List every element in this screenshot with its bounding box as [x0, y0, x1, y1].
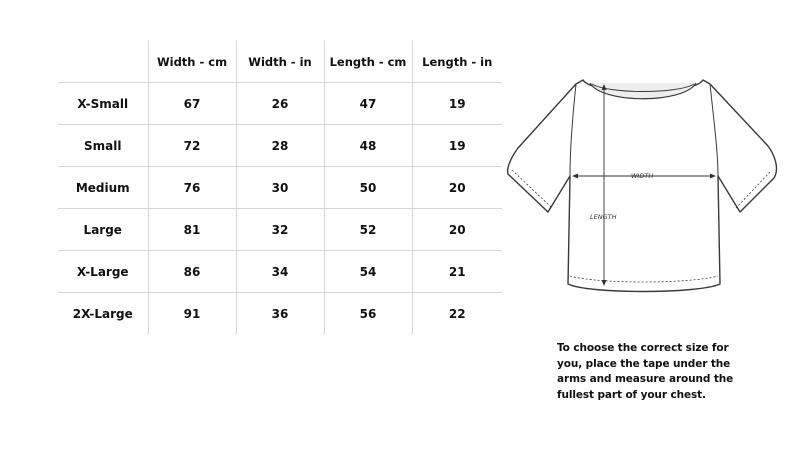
length-in-cell: 19: [412, 125, 502, 167]
width-in-cell: 26: [236, 83, 324, 125]
table-row: [58, 125, 502, 167]
width-label: WIDTH: [631, 172, 654, 180]
header-width-in: Width - in: [236, 41, 324, 83]
size-chart-table: [58, 41, 502, 334]
size-label: 2X-Large: [58, 293, 148, 335]
length-cm-cell: 54: [324, 251, 412, 293]
header-length-cm: Length - cm: [324, 41, 412, 83]
length-in-cell: 19: [412, 83, 502, 125]
width-cm-cell: 86: [148, 251, 236, 293]
width-in-cell: 32: [236, 209, 324, 251]
size-label: Large: [58, 209, 148, 251]
header-width-cm: Width - cm: [148, 41, 236, 83]
length-in-cell: 22: [448, 306, 466, 321]
measuring-instructions: To choose the correct size for you, place the tape under the arms and measure around the fullest part of your chest.: [557, 342, 734, 401]
length-cm-cell: 47: [324, 83, 412, 125]
table-row: [58, 167, 502, 209]
length-cm-cell: 48: [324, 125, 412, 167]
width-in-cell: 34: [236, 251, 324, 293]
size-label: Small: [58, 125, 148, 167]
size-label: X-Small: [58, 83, 148, 125]
size-label: Medium: [58, 167, 148, 209]
width-cm-cell: 67: [148, 83, 236, 125]
length-in-cell: 20: [412, 167, 502, 209]
length-in-cell: 21: [412, 251, 502, 293]
width-in-cell: 28: [236, 125, 324, 167]
width-in-cell: 30: [236, 167, 324, 209]
table-row: [58, 83, 502, 125]
tshirt-measurement-diagram: [498, 72, 788, 300]
length-label: LENGTH: [590, 213, 617, 221]
width-in-cell: 36: [236, 293, 324, 335]
length-cm-cell: 52: [324, 209, 412, 251]
header-row: [58, 41, 502, 83]
table-row: [58, 293, 502, 335]
length-cm-cell: 50: [324, 167, 412, 209]
header-length-in: Length - in: [412, 41, 502, 83]
width-cm-cell: 76: [148, 167, 236, 209]
table-row: [58, 209, 502, 251]
width-cm-cell: 81: [148, 209, 236, 251]
width-cm-cell: 72: [148, 125, 236, 167]
size-label: X-Large: [58, 251, 148, 293]
width-cm-cell: 91: [148, 293, 236, 335]
length-cm-cell: 56: [324, 293, 412, 335]
header-size: [58, 41, 148, 83]
table-row: [58, 251, 502, 293]
length-in-cell: 20: [412, 209, 502, 251]
tshirt-outline: [508, 80, 777, 292]
